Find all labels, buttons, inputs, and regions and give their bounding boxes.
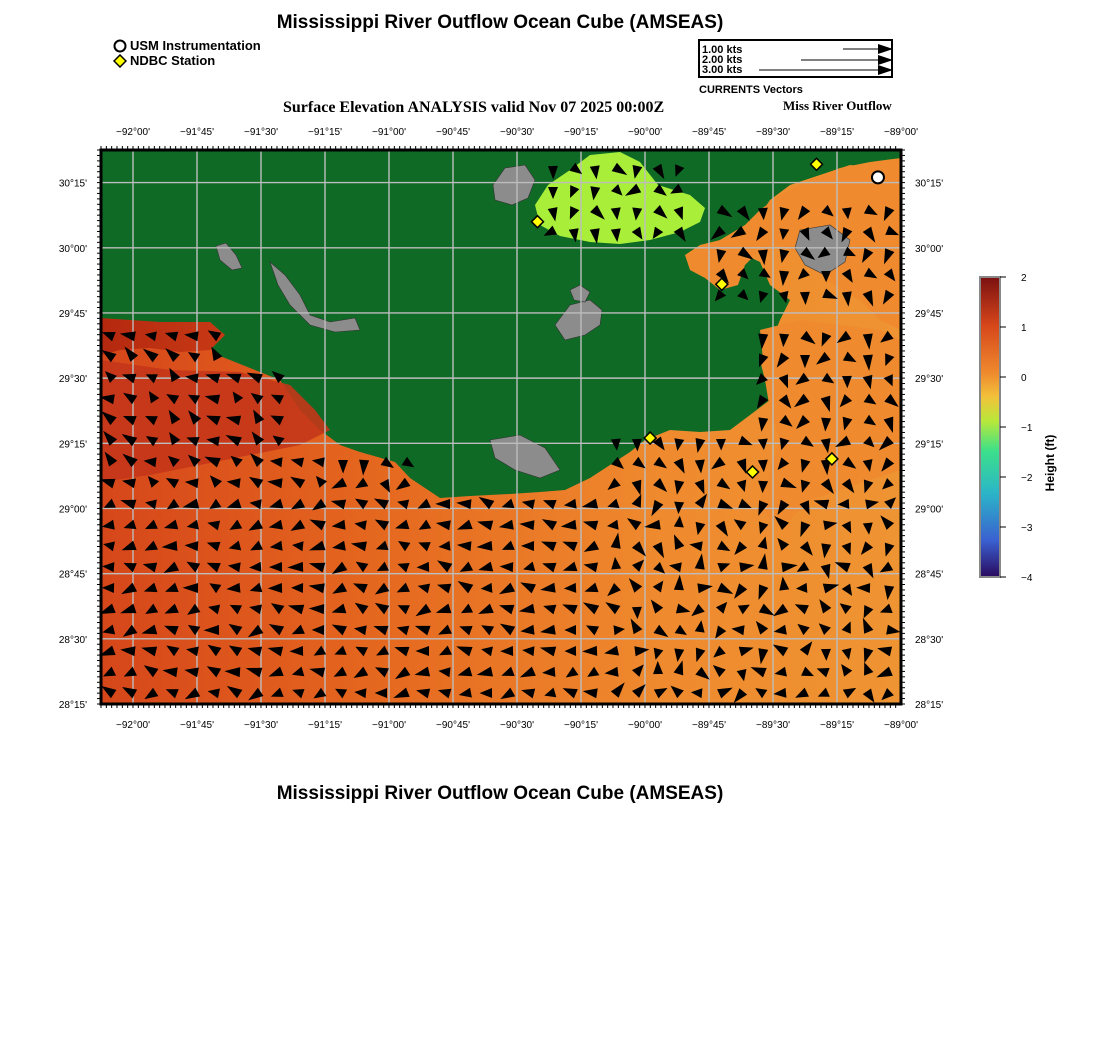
lon-tick-label: −89°30' [756,127,790,138]
colorbar-label: Height (ft) [1043,434,1057,492]
lon-tick-label: −91°45' [180,127,214,138]
lat-tick-label: 28°15' [58,700,87,711]
lon-tick-label: −91°30' [244,127,278,138]
high-elevation-patch [101,318,225,355]
lon-tick-label: −90°45' [436,127,470,138]
lon-tick-label: −91°15' [308,720,342,731]
lat-tick-label: 29°15' [915,439,944,451]
vector-legend-3kt: 3.00 kts [702,64,743,76]
lat-tick-label: 29°30' [915,374,944,386]
colorbar-tick-label: 1 [1021,323,1027,334]
lat-tick-label: 28°30' [915,634,944,646]
lon-tick-label: −90°00' [628,127,662,138]
lon-tick-label: −91°15' [308,127,342,138]
vector-legend-caption: CURRENTS Vectors [699,84,803,96]
colorbar-tick-label: −1 [1021,423,1033,434]
lon-tick-label: −90°15' [564,720,598,731]
lon-tick-label: −89°45' [692,720,726,731]
lon-tick-label: −89°15' [820,127,854,138]
colorbar-tick-label: 0 [1021,373,1027,384]
lat-tick-label: 28°45' [58,569,87,581]
ndbc-legend-label: NDBC Station [130,53,216,68]
lat-tick-label: 29°45' [58,308,87,320]
lat-tick-label: 29°30' [58,374,87,386]
colorbar-tick-label: 2 [1021,273,1027,284]
lon-tick-label: −90°30' [500,720,534,731]
lat-tick-label: 28°30' [58,634,87,646]
lon-tick-label: −90°30' [500,127,534,138]
lon-tick-label: −89°00' [884,127,918,138]
lat-tick-label: 28°15' [915,700,944,711]
colorbar-tick-label: −2 [1021,473,1033,484]
lat-tick-label: 30°00' [58,243,87,255]
lon-tick-label: −89°45' [692,127,726,138]
vector-legend-1kt: 1.00 kts [702,44,743,56]
lon-tick-label: −91°00' [372,720,406,731]
elevation-colorbar [975,270,1045,590]
lat-tick-label: 29°15' [58,439,87,451]
colorbar-tick-label: −4 [1021,573,1033,584]
lon-tick-label: −91°45' [180,720,214,731]
lat-tick-label: 29°00' [915,504,944,516]
vector-legend-2kt: 2.00 kts [702,54,743,66]
lat-tick-label: 30°00' [915,243,944,255]
lon-tick-label: −92°00' [116,127,150,138]
colorbar-tick-label: −3 [1021,523,1033,534]
lon-tick-label: −89°00' [884,720,918,731]
lon-tick-label: −92°00' [116,720,150,731]
lon-tick-label: −91°00' [372,127,406,138]
page-title: Mississippi River Outflow Ocean Cube (AMSEAS) [276,12,724,33]
lat-tick-label: 28°45' [915,569,944,581]
region-label: Miss River Outflow [783,98,892,113]
map-subtitle: Surface Elevation ANALYSIS valid Nov 07 2025 00:00Z [283,99,665,116]
lon-tick-label: −89°30' [756,720,790,731]
lon-tick-label: −90°45' [436,720,470,731]
lon-tick-label: −89°15' [820,720,854,731]
lon-tick-label: −91°30' [244,720,278,731]
usm-legend-label: USM Instrumentation [130,38,261,53]
lat-tick-label: 29°00' [58,504,87,516]
colorbar-gradient [980,277,1000,577]
lat-tick-label: 29°45' [915,308,944,320]
usm-station-marker [872,171,884,183]
lat-tick-label: 30°15' [58,178,87,190]
lat-tick-label: 30°15' [915,178,944,190]
lon-tick-label: −90°00' [628,720,662,731]
lon-tick-label: −90°15' [564,127,598,138]
page-title-bottom: Mississippi River Outflow Ocean Cube (AMSEAS) [276,783,724,804]
